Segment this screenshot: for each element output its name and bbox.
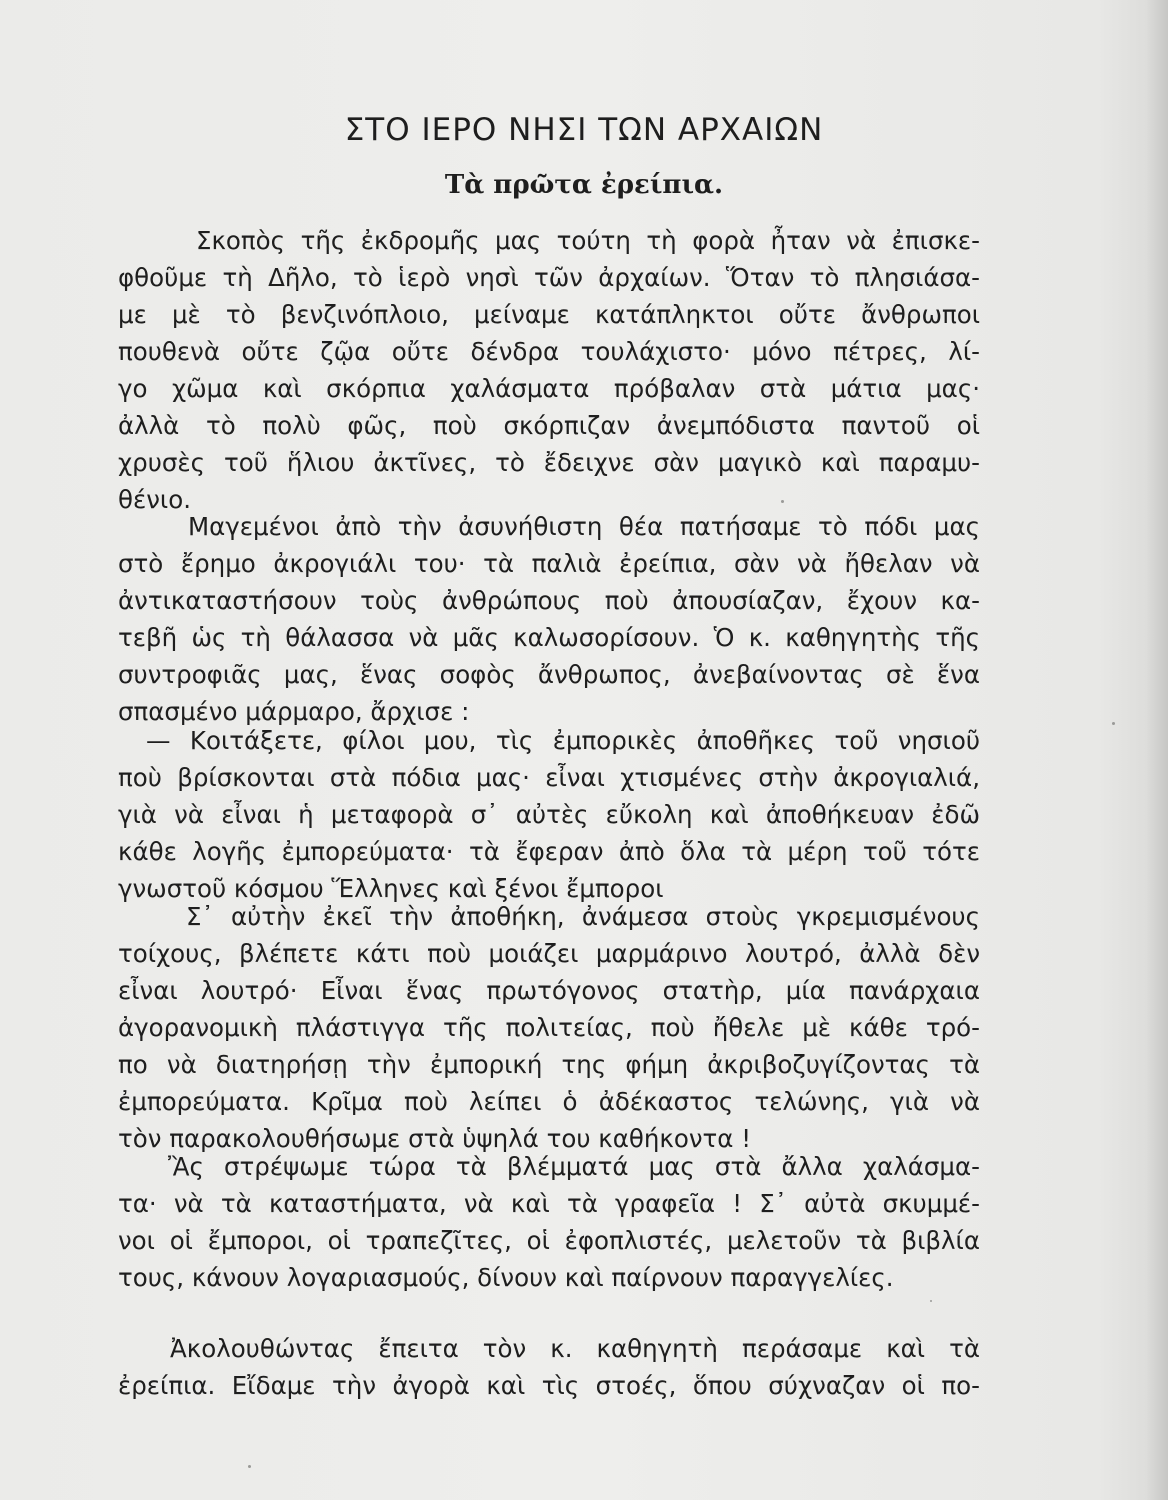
text-line: τα· νὰ τὰ καταστήματα, νὰ καὶ τὰ γραφεῖα ! Σ᾽ αὐτὰ σκυμμέ- bbox=[118, 1189, 980, 1218]
text-line: τοίχους, βλέπετε κάτι ποὺ μοιάζει μαρμάρινο λουτρό, ἀλλὰ δὲν bbox=[118, 939, 980, 968]
section-subtitle: Τὰ πρῶτα ἐρείπια. bbox=[444, 170, 724, 200]
paragraph-1 bbox=[118, 222, 980, 518]
text-line: συντροφιᾶς μας, ἕνας σοφὸς ἄνθρωπος, ἀνεβαίνοντας σὲ ἕνα bbox=[118, 660, 980, 689]
scan-speck bbox=[781, 500, 784, 503]
text-line: ἀλλὰ τὸ πολὺ φῶς, ποὺ σκόρπιζαν ἀνεμπόδιστα παντοῦ οἱ bbox=[118, 411, 980, 440]
text-line: ἀγορανομικὴ πλάστιγγα τῆς πολιτείας, ποὺ ἤθελε μὲ κάθε τρό- bbox=[118, 1013, 980, 1042]
text-line: θένιο. bbox=[118, 485, 191, 514]
text-line: γιὰ νὰ εἶναι ἡ μεταφορὰ σ᾽ αὐτὲς εὔκολη καὶ ἀποθήκευαν ἐδῶ bbox=[118, 800, 980, 829]
text-line: εἶναι λουτρό· Εἶναι ἕνας πρωτόγονος στατὴρ, μία πανάρχαια bbox=[118, 976, 980, 1005]
text-line: — Κοιτάξετε, φίλοι μου, τὶς ἐμπορικὲς ἀποθῆκες τοῦ νησιοῦ bbox=[146, 726, 980, 755]
text-line: τὸν παρακολουθήσωμε στὰ ὑψηλά του καθήκοντα ! bbox=[118, 1124, 752, 1153]
text-line: Σ᾽ αὐτὴν ἐκεῖ τὴν ἀποθήκη, ἀνάμεσα στοὺς γκρεμισμένους bbox=[186, 902, 980, 931]
text-line: Ἀκολουθώντας ἔπειτα τὸν κ. καθηγητὴ περάσαμε καὶ τὰ bbox=[170, 1334, 980, 1363]
text-line: πο νὰ διατηρήσῃ τὴν ἐμπορική της φήμη ἀκριβοζυγίζοντας τὰ bbox=[118, 1050, 980, 1079]
text-line: τους, κάνουν λογαριασμούς, δίνουν καὶ παίρνουν παραγγελίες. bbox=[118, 1263, 894, 1292]
text-line: τεβῆ ὡς τὴ θάλασσα νὰ μᾶς καλωσορίσουν. Ὁ κ. καθηγητὴς τῆς bbox=[118, 623, 980, 652]
paragraph-3 bbox=[118, 722, 980, 907]
page-edge-shadow bbox=[1146, 0, 1168, 1500]
text-line: ἀντικαταστήσουν τοὺς ἀνθρώπους ποὺ ἀπουσίαζαν, ἔχουν κα- bbox=[118, 586, 980, 615]
paragraph-4 bbox=[118, 898, 980, 1157]
paragraph-2 bbox=[118, 508, 980, 730]
paragraph-5 bbox=[118, 1148, 980, 1296]
text-line: Μαγεμένοι ἀπὸ τὴν ἀσυνήθιστη θέα πατήσαμε τὸ πόδι μας bbox=[188, 512, 980, 541]
text-line: στὸ ἔρημο ἀκρογιάλι του· τὰ παλιὰ ἐρείπια, σὰν νὰ ἤθελαν νὰ bbox=[118, 549, 980, 578]
text-line: ἐρείπια. Εἴδαμε τὴν ἀγορὰ καὶ τὶς στοές, ὅπου σύχναζαν οἱ πο- bbox=[118, 1371, 980, 1400]
text-line: χρυσὲς τοῦ ἥλιου ἀκτῖνες, τὸ ἔδειχνε σὰν μαγικὸ καὶ παραμυ- bbox=[118, 448, 980, 477]
text-line: Ἂς στρέψωμε τώρα τὰ βλέμματά μας στὰ ἄλλα χαλάσμα- bbox=[168, 1152, 980, 1181]
text-line: νοι οἱ ἔμποροι, οἱ τραπεζῖτες, οἱ ἐφοπλιστές, μελετοῦν τὰ βιβλία bbox=[118, 1226, 980, 1255]
scan-speck bbox=[1112, 722, 1115, 725]
text-line: με μὲ τὸ βενζινόπλοιο, μείναμε κατάπληκτοι οὔτε ἄνθρωποι bbox=[118, 300, 980, 329]
text-line: ποὺ βρίσκονται στὰ πόδια μας· εἶναι χτισμένες στὴν ἀκρογιαλιά, bbox=[118, 763, 980, 792]
paragraph-6 bbox=[118, 1330, 980, 1404]
scan-speck bbox=[930, 1300, 932, 1302]
text-line: γνωστοῦ κόσμου Ἕλληνες καὶ ξένοι ἔμποροι bbox=[118, 874, 664, 903]
text-line: γο χῶμα καὶ σκόρπια χαλάσματα πρόβαλαν στὰ μάτια μας· bbox=[118, 374, 980, 403]
text-line: σπασμένο μάρμαρο, ἄρχισε : bbox=[118, 697, 470, 726]
text-line: Σκοπὸς τῆς ἐκδρομῆς μας τούτη τὴ φορὰ ἦταν νὰ ἐπισκε- bbox=[196, 226, 980, 255]
text-line: πουθενὰ οὔτε ζῷα οὔτε δένδρα τουλάχιστο· μόνο πέτρες, λί- bbox=[118, 337, 980, 366]
text-line: ἐμπορεύματα. Κρῖμα ποὺ λείπει ὁ ἀδέκαστος τελώνης, γιὰ νὰ bbox=[118, 1087, 980, 1116]
text-line: κάθε λογῆς ἐμπορεύματα· τὰ ἔφεραν ἀπὸ ὅλα τὰ μέρη τοῦ τότε bbox=[118, 837, 980, 866]
scan-speck bbox=[248, 1465, 251, 1468]
text-line: φθοῦμε τὴ Δῆλο, τὸ ἱερὸ νησὶ τῶν ἀρχαίων. Ὅταν τὸ πλησιάσα- bbox=[118, 263, 980, 292]
page-title: ΣΤΟ ΙΕΡΟ ΝΗΣΙ ΤΩΝ ΑΡΧΑΙΩΝ bbox=[344, 112, 824, 148]
